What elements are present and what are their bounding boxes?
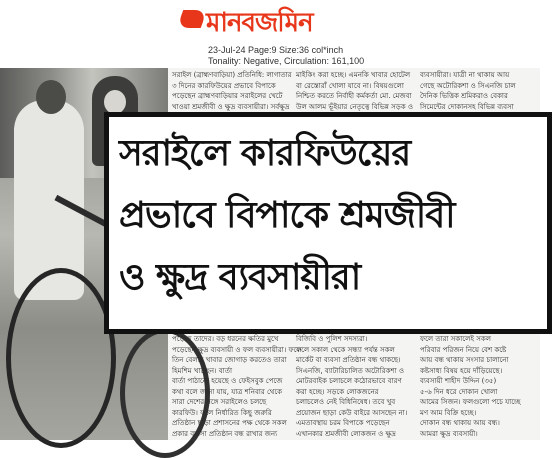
- masthead-title: মানবজমিন: [206, 8, 313, 38]
- text-line: দৈনিক ভিত্তিক শ্রমিকরাও বেকার: [420, 92, 508, 100]
- text-line: ৫-৬ দিন ধরে দোকান খোলা: [420, 387, 498, 396]
- text-line: ৩ দিনের কারফিউয়ের প্রভাবে বিপাকে: [172, 81, 276, 90]
- text-line: তিন বেলার খাবার জোগাড় করতেও তারা: [172, 356, 287, 364]
- text-line: ফলে সকাল থেকে সন্ধ্যা পর্যন্ত সকল: [296, 345, 395, 354]
- newspaper-masthead: [180, 2, 380, 42]
- text-line: বা রেস্তোরাঁ খোলা যাবে না। বিষয়গুলো: [296, 81, 404, 90]
- text-line: নিশ্চিত করতে নির্বাহী কর্মকর্তা মো. মেজবা: [296, 92, 412, 100]
- text-line: ফলে তারা সকালেই সকল: [420, 335, 491, 343]
- clip-meta-tonality: Tonality: Negative, Circulation: 161,100: [208, 56, 365, 66]
- text-line: আমের সিজন। ফলগুলো পচে যাচ্ছে: [420, 398, 521, 406]
- text-line: দোকান বন্ধ থাকায় আয় বন্ধ।: [420, 419, 500, 427]
- text-line: ব্যবসায়ীরা। যাত্রী না থাকায় আয়: [420, 71, 510, 79]
- headline-line-2: প্রভাবে বিপাকে শ্রমজীবী: [119, 195, 455, 236]
- masthead-logo-swoosh: [177, 10, 208, 28]
- text-line: মণ আম বিক্রি হচ্ছে।: [420, 408, 477, 417]
- text-line: কষ্টসাধ্য বিষয় হয়ে দাঁড়িয়েছে।: [420, 366, 503, 375]
- text-line: ব্যবসায়ী শাহীদ উদ্দিন (৩৫): [420, 377, 497, 385]
- text-line: সরাইল (ব্রাহ্মণবাড়িয়া) প্রতিনিধি: লাগাতার: [172, 71, 292, 79]
- text-line: খাওয়া শ্রমজীবী ও ক্ষুদ্র ব্যবসায়ীরা। সর্বক্ষুদ্র: [172, 102, 290, 111]
- text-line: এমতাবস্থায় চরম বিপাকে পড়েছেন: [296, 419, 390, 427]
- photo-woman-face: [104, 90, 126, 114]
- text-line: করা হচ্ছে। সড়কে লোকজনের: [296, 387, 379, 396]
- article-column-1-bottom: [172, 334, 302, 439]
- headline-line-3: ও ক্ষুদ্র ব্যবসায়ীরা: [119, 257, 361, 298]
- text-line: সিএনজি, ব্যাটারিচালিত অটোরিকশা ও: [296, 366, 405, 375]
- article-body-bottom: [172, 334, 540, 440]
- text-line: এখানকার শ্রমজীবী লোকজন ও ক্ষুদ্র: [296, 429, 396, 438]
- text-line: প্রতিষ্ঠান ছাড়া প্রশাসনের পক্ষ থেকে সকল: [172, 419, 287, 427]
- clip-meta-page-size: 23-Jul-24 Page:9 Size:36 col*inch: [208, 45, 344, 55]
- text-line: বার্তা পাঠানো হয়েছে ও ফেইসবুক পেজে: [172, 377, 283, 385]
- text-line: পড়েছে তাদের। বড় ধরনের ক্ষতির মুখে: [172, 335, 279, 343]
- text-line: পড়েছেন ক্ষুদ্র ব্যবসায়ী ও ফল ব্যবসায়ীরা। ফলে: [172, 345, 302, 354]
- text-line: মোটরবাইক চলাচলে কঠোরভাবে বারণ: [296, 377, 402, 385]
- text-line: মার্কেট বা ব্যবসা প্রতিষ্ঠান বন্ধ থাকছে।: [296, 356, 401, 364]
- text-line: প্রকার ব্যবসা প্রতিষ্ঠান বন্ধ রাখার জন্য: [172, 429, 278, 438]
- text-line: আমরা ক্ষুদ্র ব্যবসায়ী।: [420, 429, 478, 438]
- text-line: বিজিবি ও পুলিশ সদস্যরা।: [296, 335, 368, 343]
- text-line: গেছে অটোরিকশা ও সিএনজি চাল: [420, 81, 516, 90]
- text-line: মাইকিং করা হচ্ছে। এমনকি খাবার হোটেল: [296, 71, 411, 79]
- photo-man-head: [36, 80, 66, 114]
- headline-box: [104, 112, 552, 334]
- text-line: প্রয়োজন ছাড়া কেউ বাইরে আসছেন না।: [296, 408, 408, 417]
- text-line: পরিবার পরিজন নিয়ে বেশ কষ্টে: [420, 345, 507, 354]
- text-line: কথা বলে জানা যায়, যাত্র শনিবার থেকে: [172, 387, 283, 396]
- text-line: হিমশিম খাচ্ছেন। বার্তা: [172, 366, 233, 375]
- headline-line-1: সরাইলে কারফিউয়ের: [119, 133, 411, 174]
- article-column-2-bottom: [296, 334, 412, 439]
- text-line: সিমেন্টের দোকানসহ বিভিন্ন ব্যবসা: [420, 102, 514, 111]
- text-line: উল আলম ভূঁইয়ার নেতৃত্বে বিভিন্ন সড়ক ও: [296, 102, 413, 111]
- text-line: আয় বন্ধ থাকায় সংসার চালানো: [420, 356, 509, 364]
- text-line: সারা দেশের সঙ্গে সরাইলেও চলছে: [172, 398, 267, 406]
- photo-rickshaw-wheel: [6, 268, 116, 448]
- article-column-3-bottom: [420, 334, 540, 439]
- text-line: কারফিউ। ফলে নির্ধারিত কিছু জরুরি: [172, 408, 272, 417]
- text-line: চলাচলেও নেই বিধিনিষেধ। তবে খুব: [296, 398, 396, 406]
- text-line: পড়েছেন ব্রাহ্মণবাড়িয়ার সরাইলের খেটে: [172, 92, 283, 100]
